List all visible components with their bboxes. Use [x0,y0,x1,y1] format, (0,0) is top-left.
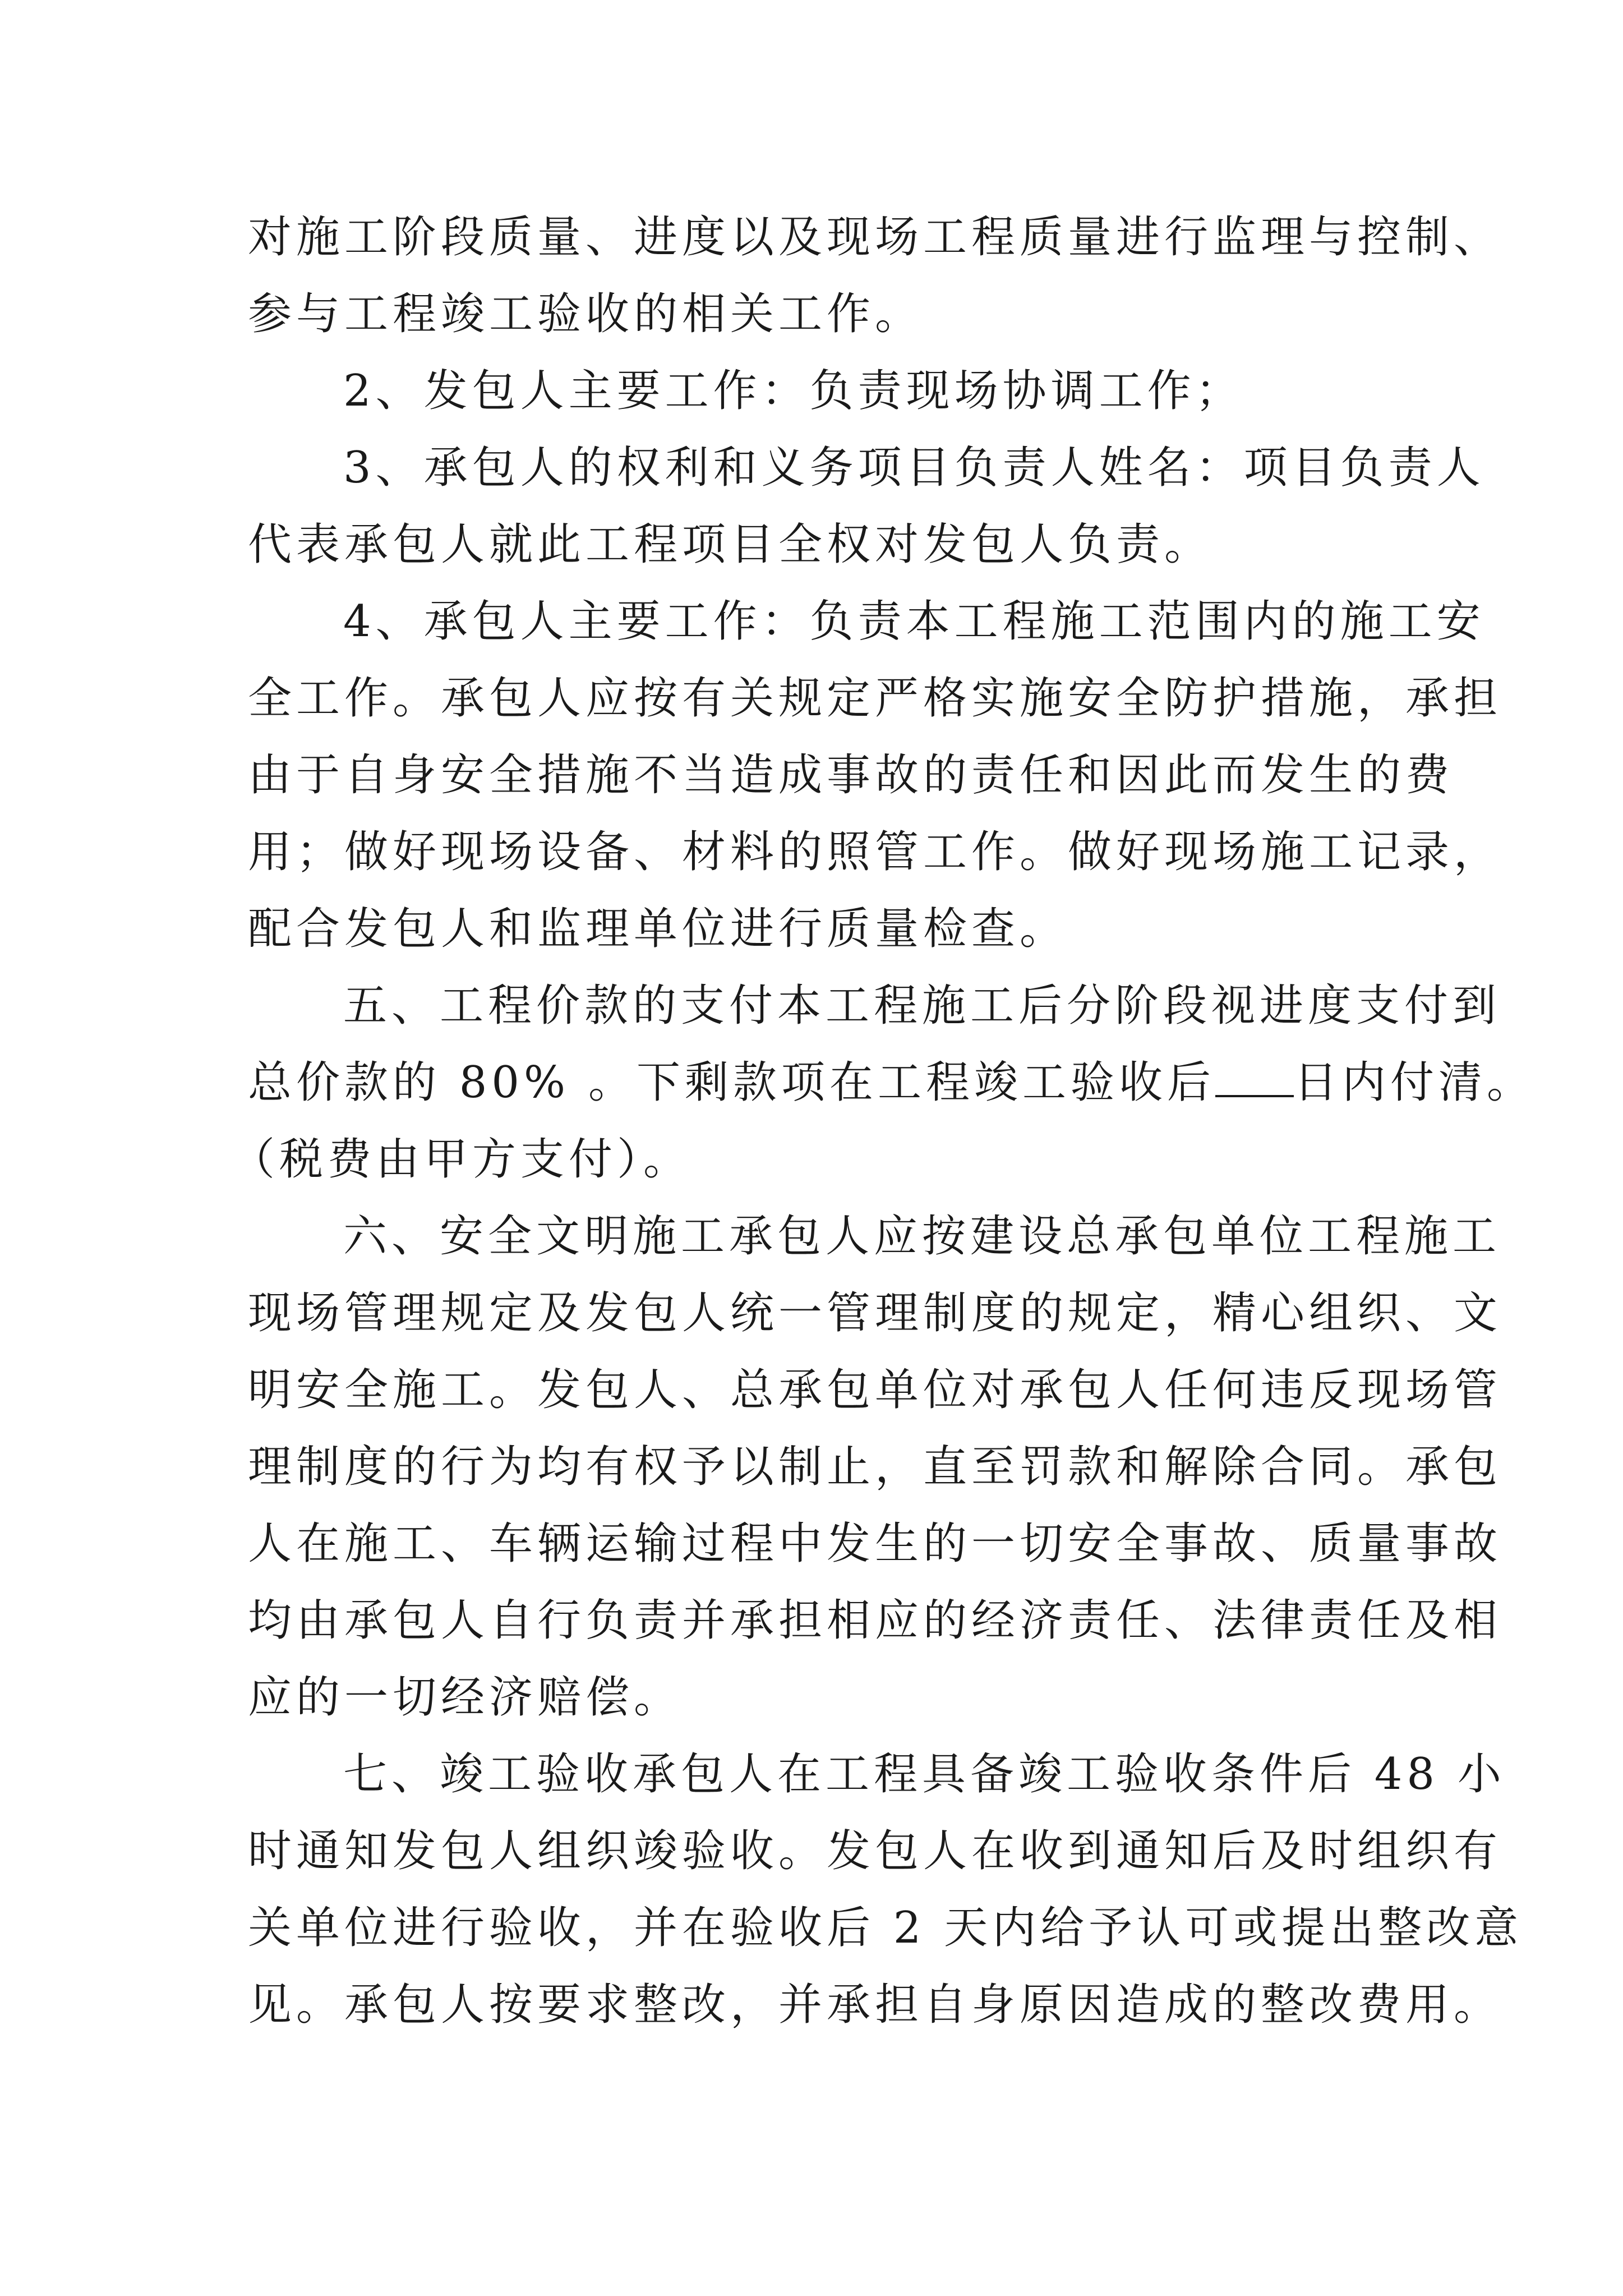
text-line: 配合发包人和监理单位进行质量检查。 [248,904,1068,954]
paragraph-section-6-safety [248,1198,1502,1736]
document-body [231,199,1535,2044]
text-line: 五、工程价款的支付本工程施工后分阶段视进度支付到 [343,981,1501,1031]
text-line: 应的一切经济赔偿。 [248,1672,683,1723]
text-line: 3、承包人的权利和义务项目负责人姓名：项目负责人 [343,443,1485,493]
paragraph-clause-4 [248,583,1502,968]
fill-in-blank [1215,1061,1294,1097]
text-line: 现场管理规定及发包人统一管理制度的规定，精心组织、文 [248,1288,1502,1338]
text-line: 人在施工、车辆运输过程中发生的一切安全事故、质量事故 [248,1519,1502,1569]
paragraph-clause-3 [248,430,1485,583]
text-line: 4、承包人主要工作：负责本工程施工范围内的施工安 [343,596,1485,647]
text-line: 七、竣工验收承包人在工程具备竣工验收条件后 48 小 [343,1749,1506,1800]
text-line: 理制度的行为均有权予以制止，直至罚款和解除合同。承包 [248,1442,1502,1492]
text-line: 明安全施工。发包人、总承包单位对承包人任何违反现场管 [248,1365,1502,1415]
text-line: 2、发包人主要工作：负责现场协调工作； [343,366,1244,416]
paragraph-section-5-payment [231,968,1535,1198]
text-segment: 总价款的 80% 。下剩款项在工程竣工验收后 [248,1057,1215,1108]
paragraph-section-7-acceptance [248,1736,1523,2044]
text-line: 全工作。承包人应按有关规定严格实施安全防护措施，承担 [248,673,1502,724]
text-line: 见。承包人按要求整改，并承担自身原因造成的整改费用。 [248,1980,1502,2030]
text-segment: 日内付清。 [1293,1057,1535,1108]
text-line: 对施工阶段质量、进度以及现场工程质量进行监理与控制、 [248,212,1502,263]
text-line: 时通知发包人组织竣验收。发包人在收到通知后及时组织有 [248,1826,1502,1876]
text-line: 关单位进行验收，并在验收后 2 天内给予认可或提出整改意 [248,1903,1523,1953]
text-line-with-blank [248,1045,1535,1121]
paragraph-supervision-cont [248,199,1502,353]
text-line: 参与工程竣工验收的相关工作。 [248,289,924,339]
text-line: 代表承包人就此工程项目全权对发包人负责。 [248,519,1213,570]
text-line: 六、安全文明施工承包人应按建设总承包单位工程施工 [343,1211,1501,1262]
text-line: （税费由甲方支付）。 [231,1134,692,1185]
text-line: 由于自身安全措施不当造成事故的责任和因此而发生的费 [248,750,1454,800]
paragraph-clause-2 [248,353,1392,430]
text-line: 均由承包人自行负责并承担相应的经济责任、法律责任及相 [248,1595,1502,1646]
text-line: 用；做好现场设备、材料的照管工作。做好现场施工记录， [248,827,1502,877]
